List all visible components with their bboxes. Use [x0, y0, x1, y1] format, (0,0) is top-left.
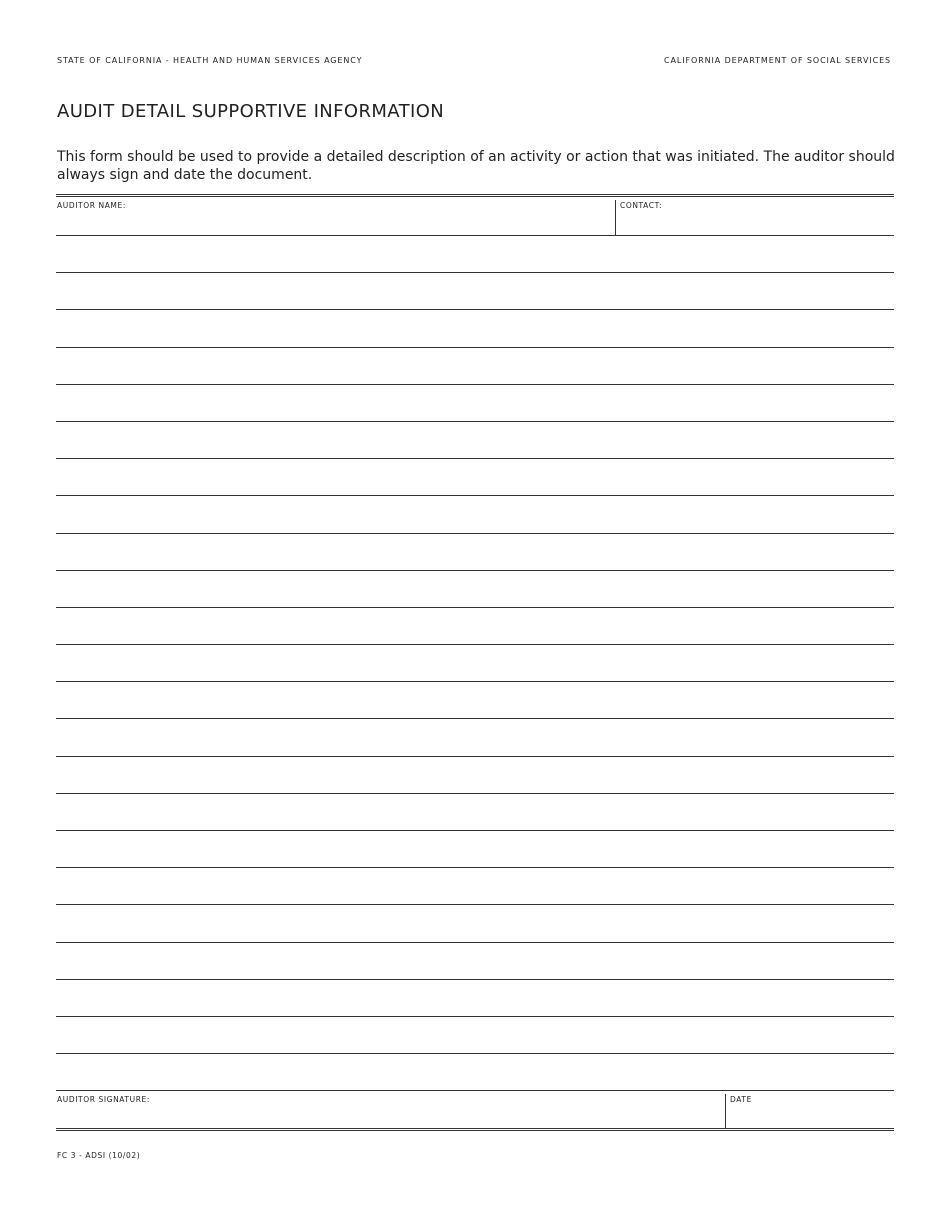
auditor-signature-label: AUDITOR SIGNATURE: — [57, 1095, 150, 1105]
description-line[interactable] — [56, 905, 894, 942]
date-label: DATE — [730, 1095, 752, 1105]
description-line[interactable] — [56, 1054, 894, 1091]
auditor-name-label: AUDITOR NAME: — [57, 201, 126, 210]
description-line[interactable] — [56, 496, 894, 533]
description-line[interactable] — [56, 1017, 894, 1054]
description-line[interactable] — [56, 794, 894, 831]
description-line[interactable] — [56, 980, 894, 1017]
description-line[interactable] — [56, 571, 894, 608]
description-line[interactable] — [56, 831, 894, 868]
auditor-info-divider — [615, 200, 616, 235]
agency-header: STATE OF CALIFORNIA - HEALTH AND HUMAN SERVICES AGENCY — [57, 56, 363, 65]
description-line[interactable] — [56, 757, 894, 794]
description-line[interactable] — [56, 459, 894, 496]
description-line[interactable] — [56, 943, 894, 980]
form-instructions: This form should be used to provide a detailed description of an activity or action that was initiated. The auditor should always sign and date the document. — [57, 149, 895, 183]
department-header: CALIFORNIA DEPARTMENT OF SOCIAL SERVICES — [664, 56, 891, 65]
description-line[interactable] — [56, 422, 894, 459]
description-line[interactable] — [56, 868, 894, 905]
contact-label: CONTACT: — [620, 201, 663, 210]
description-line[interactable] — [56, 348, 894, 385]
form-code: FC 3 - ADSI (10/02) — [57, 1151, 141, 1160]
auditor-info-row — [56, 197, 894, 236]
description-lines[interactable] — [56, 236, 894, 1091]
form-box — [56, 194, 894, 1131]
description-line[interactable] — [56, 310, 894, 347]
description-line[interactable] — [56, 682, 894, 719]
signature-divider — [725, 1094, 726, 1128]
description-line[interactable] — [56, 385, 894, 422]
description-line[interactable] — [56, 236, 894, 273]
description-line[interactable] — [56, 719, 894, 756]
signature-row — [56, 1091, 894, 1131]
description-line[interactable] — [56, 608, 894, 645]
form-title: AUDIT DETAIL SUPPORTIVE INFORMATION — [57, 101, 445, 122]
description-line[interactable] — [56, 645, 894, 682]
description-line[interactable] — [56, 273, 894, 310]
description-line[interactable] — [56, 534, 894, 571]
